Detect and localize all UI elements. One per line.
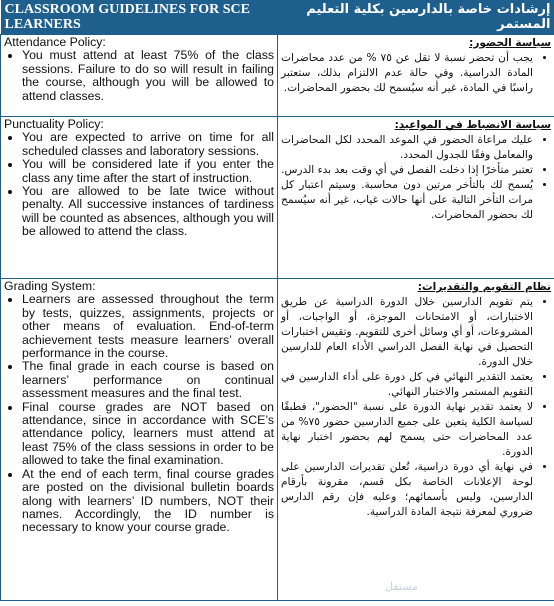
punctuality-row xyxy=(1,117,554,279)
punctuality-item-ar: • عليك مراعاة الحضور في الموعد المحدد لكل المحاضرات والمعامل وفقًا للجدول المحدد. xyxy=(281,133,533,163)
punctuality-heading-ar: سياسة الانضباط في المواعيد: xyxy=(394,119,551,131)
punctuality-item-en: • You will be considered late if you enter the class any time after the start of instruction. xyxy=(22,158,274,185)
punctuality-heading-en: Punctuality Policy: xyxy=(4,117,104,131)
attendance-heading-ar: سياسة الحضور: xyxy=(469,37,551,49)
grading-item-ar: • يعتمد التقدير النهائي في كل دورة على أداء الدارسين في التقويم المستمر والاختبار النهائي. xyxy=(281,370,533,400)
grading-heading-en: Grading System: xyxy=(4,279,96,293)
punctuality-en-cell xyxy=(1,117,278,279)
punctuality-item-ar: • يُسمح لك بالتأخر مرتين دون محاسبة. وسيتم اعتبار كل مرات التأخر التالية على أنها حالات غياب، غير أنه سيُسمح لك بحضور المحاضرات. xyxy=(281,178,533,223)
attendance-item-ar: • يجب أن تحضر نسبة لا تقل عن ٧٥ % من عدد محاضرات المادة الدراسية. وفي حالة عدم الالتزام بذلك، ستعتبر راسبًا في المادة، غير أنه سيُسمح لك بحضور المحاضرات. xyxy=(281,51,533,96)
header-row xyxy=(1,0,554,35)
punctuality-item-ar: • تعتبر متأخرًا إذا دخلت الفصل في أي وقت بعد بدء الدرس. xyxy=(281,163,533,178)
grading-item-en: • The final grade in each course is based on learners’ performance on continual assessment measures and the final test. xyxy=(22,360,274,400)
grading-item-ar: • لا يعتمد تقدير نهاية الدورة على نسبة "الحضور"، فطبقًا لسياسة الكلية يتعين على جميع الدارسين حضور ٧٥% من عدد المحاضرات حتى يسمح لهم بحضور اختبار نهاية الدورة. xyxy=(281,400,533,460)
attendance-heading-en: Attendance Policy: xyxy=(4,35,106,49)
attendance-ar-cell xyxy=(278,35,554,117)
attendance-item-en: • You must attend at least 75% of the class sessions. Failure to do so will result in failing the course, although you will be allowed to attend classes. xyxy=(22,49,274,103)
attendance-en-cell xyxy=(1,35,278,117)
grading-item-ar: • في نهاية أي دورة دراسية، تُعلن تقديرات الدارسين على لوحة الإعلانات الخاصة بكل قسم، مقرونة بأرقام الدارسين، وليس بأسمائهم؛ وعليه فإن رقم الدارس ضروري لمعرفة نتيجة المادة الدراسية. xyxy=(281,460,533,520)
english-title: CLASSROOM GUIDELINES FOR SCE LEARNERS xyxy=(1,0,278,35)
punctuality-item-en: • You are allowed to be late twice without penalty. All successive instances of tardiness will be counted as absences, although you will be allowed to attend the class. xyxy=(22,185,274,239)
grading-ar-cell xyxy=(278,279,554,601)
grading-en-cell xyxy=(1,279,278,601)
punctuality-item-en: • You are expected to arrive on time for all scheduled classes and laboratory sessions. xyxy=(22,131,274,158)
grading-item-en: • At the end of each term, final course grades are posted on the divisional bulletin boards along with learners’ ID numbers, NOT their names. Accordingly, the ID number is necessary to know your course grade. xyxy=(22,468,274,535)
grading-item-ar: • يتم تقويم الدارسين خلال الدورة الدراسية عن طريق الاختبارات، أو الامتحانات الموجزة، أو الواجبات، أو المشروعات، أو أي وسائل أخرى للتقويم. وتقيس اختبارات التحصيل في نهاية الفصل الدراسي الأداء العام للدارسين خلال الدورة. xyxy=(281,295,533,370)
attendance-row xyxy=(1,35,554,117)
grading-item-en: • Final course grades are NOT based on attendance, since in accordance with SCE’s attendance policy, learners must attend at least 75% of the class sessions in order to be allowed to take the final examination. xyxy=(22,401,274,468)
watermark-logo: مستقل xyxy=(385,580,418,593)
grading-heading-ar: نظام التقويم والتقديرات: xyxy=(417,281,551,293)
grading-row xyxy=(1,279,554,601)
punctuality-ar-cell xyxy=(278,117,554,279)
grading-item-en: • Learners are assessed throughout the term by tests, quizzes, assignments, projects or other means of evaluation. End-of-term achievement tests measure learners’ overall performance in the course. xyxy=(22,293,274,360)
arabic-title: إرشادات خاصة بالدارسين بكلية التعليم المستمر xyxy=(278,0,554,35)
